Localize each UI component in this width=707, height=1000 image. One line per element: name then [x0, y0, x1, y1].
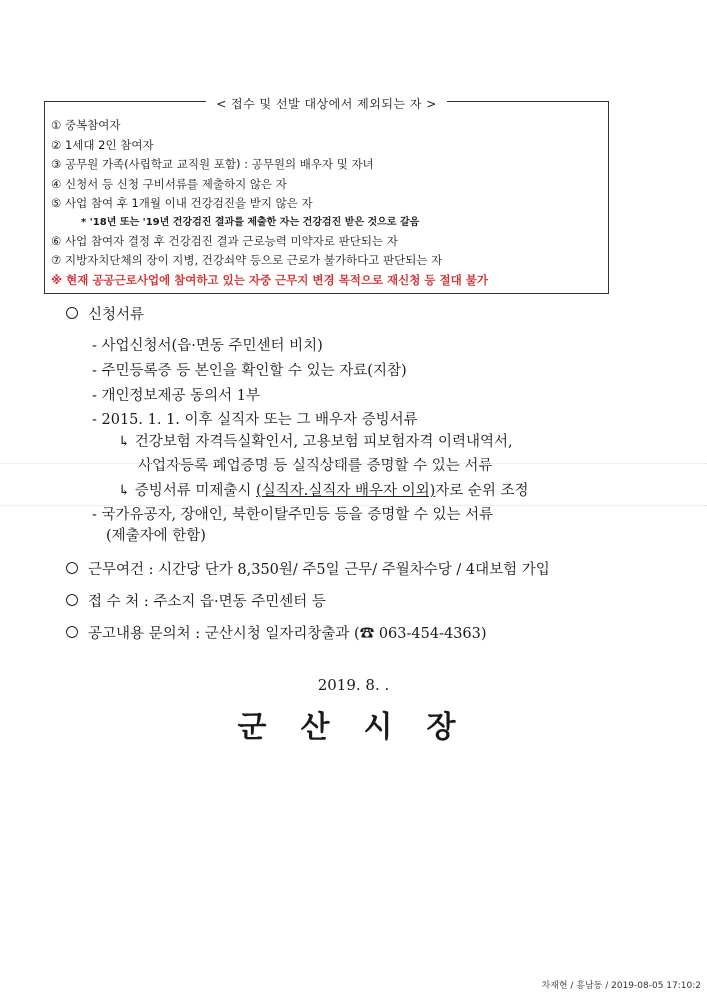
scan-artifact-line [0, 463, 707, 464]
circle-bullet-icon [66, 562, 78, 574]
work-conditions: 근무여건 : 시간당 단가 8,350원/ 주5일 근무/ 주월차수당 / 4대보험 가입 [66, 558, 550, 579]
announcement-date: 2019. 8. . [317, 676, 390, 694]
circle-bullet-icon [66, 626, 78, 638]
missing-proof-line: ↳ 증빙서류 미제출시 (실직자.실직자 배우자 이외)자로 순위 조정 [118, 483, 529, 499]
exclusion-note: * '18년 또는 '19년 건강검진 결과를 제출한 자는 건강검진 받은 것으로 갈음 [81, 216, 420, 228]
reception-office: 접 수 처 : 주소지 읍·면동 주민센터 등 [66, 590, 326, 611]
document-item-note: (제출자에 한함) [106, 528, 206, 544]
signer-name: 군산시장 [237, 710, 490, 745]
document-item: - 개인정보제공 동의서 1부 [92, 388, 261, 404]
exclusion-item: ② 1세대 2인 참여자 [51, 137, 154, 152]
proof-documents-line: ↳ 건강보험 자격득실확인서, 고용보험 피보험자격 이력내역서, [118, 434, 513, 450]
exclusion-item: ⑥ 사업 참여자 결정 후 건강검진 결과 근로능력 미약자로 판단되는 자 [51, 233, 398, 248]
document-item: - 국가유공자, 장애인, 북한이탈주민등 등을 증명할 수 있는 서류 [92, 507, 494, 523]
circle-bullet-icon [66, 307, 78, 319]
document-item: - 사업신청서(읍·면동 주민센터 비치) [92, 338, 323, 354]
exclusion-item: ⑤ 사업 참여 후 1개월 이내 건강검진을 받지 않은 자 [51, 196, 313, 210]
exclusion-box [44, 97, 609, 294]
exclusion-warning: ※ 현재 공공근로사업에 참여하고 있는 자중 근무지 변경 목적으로 재신청 등 절대 불가 [51, 272, 488, 287]
exclusion-item: ① 중복참여자 [51, 118, 121, 132]
documents-heading: 신청서류 [66, 303, 144, 324]
document-item: - 주민등록증 등 본인을 확인할 수 있는 자료(지참) [92, 363, 407, 379]
contact-info: 공고내용 문의처 : 군산시청 일자리창출과 (☎ 063-454-4363) [66, 622, 487, 643]
exclusion-item: ⑦ 지방자치단체의 장이 지병, 건강쇠약 등으로 근로가 불가하다고 판단되는 자 [51, 253, 443, 267]
exclusion-item: ③ 공무원 가족(사립학교 교직원 포함) : 공무원의 배우자 및 자녀 [51, 157, 374, 171]
document-item: - 2015. 1. 1. 이후 실직자 또는 그 배우자 증빙서류 [92, 412, 418, 428]
scan-artifact-line [0, 505, 707, 506]
exclusion-item: ④ 신청서 등 신청 구비서류를 제출하지 않은 자 [51, 176, 287, 191]
exclusion-title: < 접수 및 선발 대상에서 제외되는 자 > [45, 93, 608, 112]
circle-bullet-icon [66, 594, 78, 606]
footer-stamp: 차재현 / 흥남동 / 2019-08-05 17:10:2 [541, 981, 701, 991]
proof-documents-line: 사업자등록 폐업증명 등 실직상태를 증명할 수 있는 서류 [138, 458, 493, 474]
